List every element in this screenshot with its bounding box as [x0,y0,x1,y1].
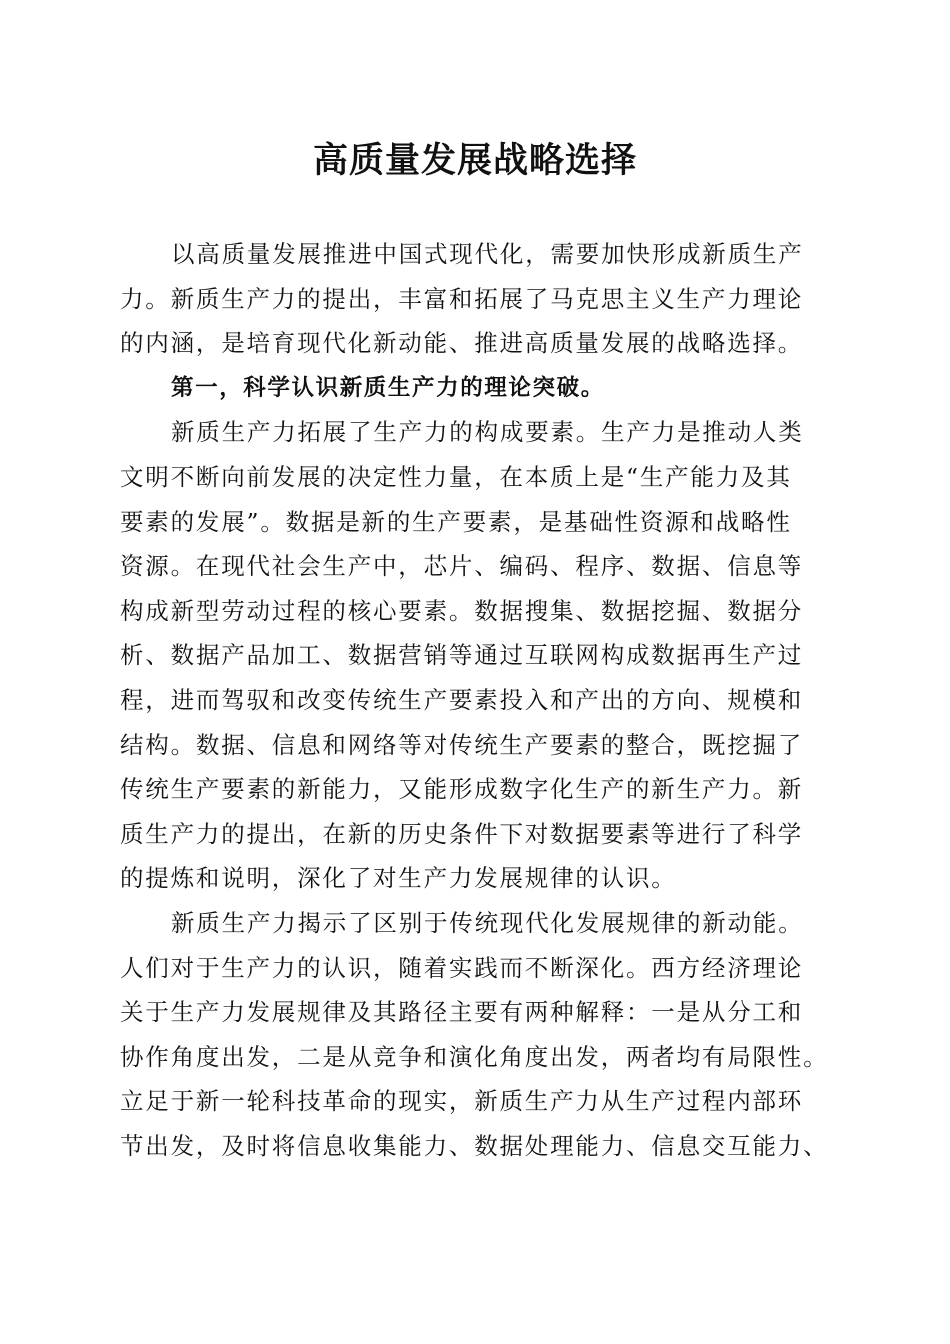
document-body [120,232,829,1168]
paragraph-line: 力。新质生产力的提出，丰富和拓展了马克思主义生产力理论 [120,284,804,313]
paragraph-new-momentum [120,901,829,1169]
paragraph-line: 协作角度出发，二是从竞争和演化角度出发，两者均有局限性。 [120,1042,829,1071]
document-title: 高质量发展战略选择 [312,140,637,181]
paragraph-line: 析、数据产品加工、数据营销等通过互联网构成数据再生产过 [120,641,804,670]
paragraph-line: 关于生产力发展规律及其路径主要有两种解释：一是从分工和 [120,998,804,1027]
paragraph-line: 程，进而驾驭和改变传统生产要素投入和产出的方向、规模和 [120,685,804,714]
paragraph-line: 资源。在现代社会生产中，芯片、编码、程序、数据、信息等 [120,552,804,581]
paragraph-intro [120,232,820,366]
section-heading-first [120,366,820,411]
paragraph-line: 要素的发展”。数据是新的生产要素，是基础性资源和战略性 [120,507,792,536]
paragraph-line: 构成新型劳动过程的核心要素。数据搜集、数据挖掘、数据分 [120,596,804,625]
paragraph-line: 立足于新一轮科技革命的现实，新质生产力从生产过程内部环 [120,1087,804,1116]
paragraph-line: 节出发，及时将信息收集能力、数据处理能力、信息交互能力、 [120,1131,829,1160]
paragraph-line: 新质生产力拓展了生产力的构成要素。生产力是推动人类 [171,418,804,447]
paragraph-line: 以高质量发展推进中国式现代化，需要加快形成新质生产 [171,240,804,268]
paragraph-line: 文明不断向前发展的决定性力量，在本质上是“生产能力及其 [120,462,792,491]
paragraph-productivity-elements [120,410,820,901]
section-heading: 第一，科学认识新质生产力的理论突破。 [171,374,605,401]
paragraph-line: 新质生产力揭示了区别于传统现代化发展规律的新动能。 [171,908,804,937]
paragraph-line: 的内涵，是培育现代化新动能、推进高质量发展的战略选择。 [120,329,804,358]
paragraph-line: 质生产力的提出，在新的历史条件下对数据要素等进行了科学 [120,819,804,848]
paragraph-line: 结构。数据、信息和网络等对传统生产要素的整合，既挖掘了 [120,730,804,759]
paragraph-line: 的提炼和说明，深化了对生产力发展规律的认识。 [120,864,677,893]
paragraph-line: 人们对于生产力的认识，随着实践而不断深化。西方经济理论 [120,953,804,982]
paragraph-line: 传统生产要素的新能力，又能形成数字化生产的新生产力。新 [120,775,804,804]
